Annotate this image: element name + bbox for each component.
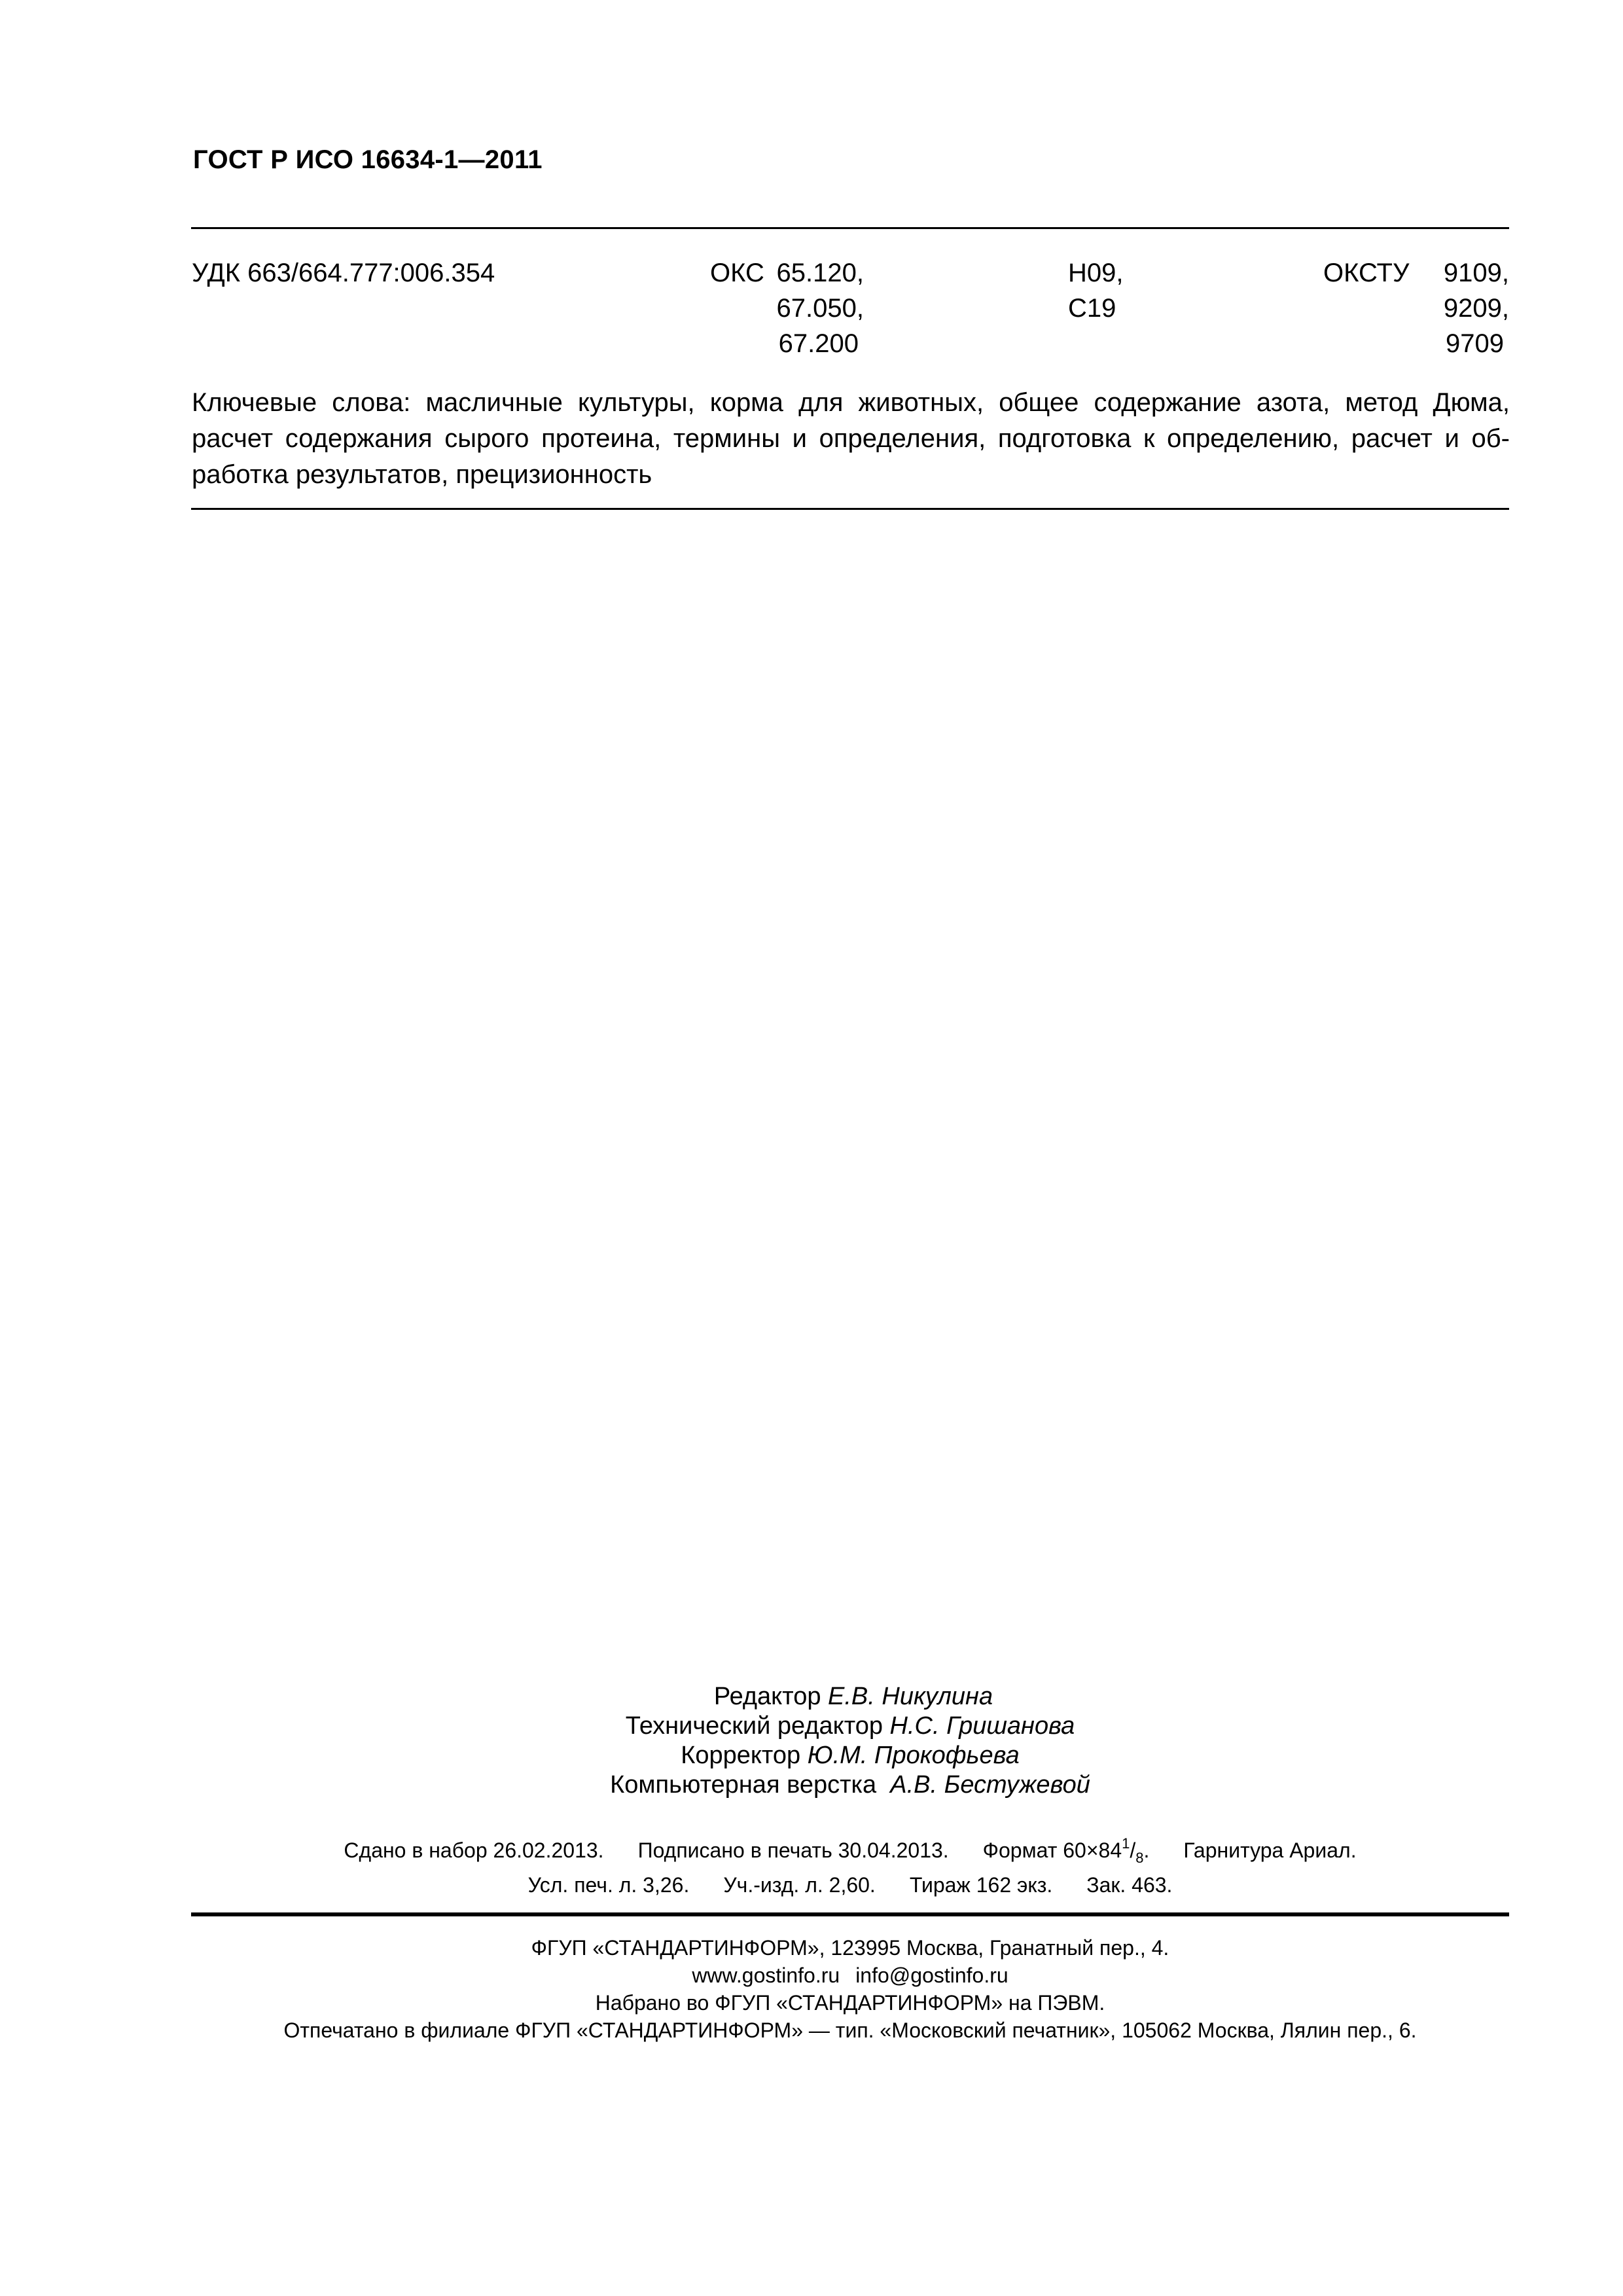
keywords-line: Ключевые слова: масличные культуры, корма для животных, общее содержание азота, метод Дюма, bbox=[192, 388, 1510, 417]
footer-block bbox=[191, 1934, 1509, 2044]
corrector-name: Ю.М. Прокофьева bbox=[807, 1742, 1020, 1769]
printed-info: Отпечатано в филиале ФГУП «СТАНДАРТИНФОРМ» — тип. «Московский печатник», 105062 Москва, Лялин пер., 6. bbox=[283, 2018, 1417, 2042]
submitted-date: Сдано в набор 26.02.2013. bbox=[344, 1839, 604, 1862]
okstu-label: ОКСТУ bbox=[1323, 259, 1410, 287]
corrector-label: Корректор bbox=[681, 1742, 801, 1769]
order-number: Зак. 463. bbox=[1086, 1873, 1173, 1897]
okstu-code: 9109, bbox=[1443, 259, 1509, 287]
keywords-line: расчет содержания сырого протеина, термины и определения, подготовка к определению, расчет и об- bbox=[192, 424, 1510, 453]
format-slash: / bbox=[1130, 1839, 1136, 1862]
editor-line bbox=[198, 1682, 1509, 1712]
typeset-info: Набрано во ФГУП «СТАНДАРТИНФОРМ» на ПЭВМ. bbox=[595, 1991, 1105, 2015]
publisher-sheets: Уч.-изд. л. 2,60. bbox=[723, 1873, 876, 1897]
classification-code: Н09, bbox=[1068, 259, 1124, 287]
classification-code: С19 bbox=[1068, 294, 1116, 323]
layout-name: А.В. Бестужевой bbox=[890, 1771, 1090, 1799]
publication-line bbox=[191, 1871, 1509, 1900]
tech-editor-name: Н.С. Гришанова bbox=[889, 1712, 1075, 1740]
tech-editor-label: Технический редактор bbox=[625, 1712, 883, 1740]
format-prefix: Формат 60×84 bbox=[982, 1839, 1122, 1862]
oks-code: 67.200 bbox=[778, 329, 859, 358]
publication-line bbox=[191, 1836, 1509, 1865]
email: info@gostinfo.ru bbox=[855, 1964, 1008, 1987]
okstu-code: 9209, bbox=[1443, 294, 1509, 323]
format-sup: 1 bbox=[1122, 1835, 1130, 1852]
corrector-line bbox=[191, 1741, 1509, 1770]
udk-code: УДК 663/664.777:006.354 bbox=[192, 259, 495, 287]
keywords-divider bbox=[191, 508, 1509, 510]
format-sub: 8 bbox=[1135, 1850, 1144, 1866]
signed-date: Подписано в печать 30.04.2013. bbox=[637, 1839, 949, 1862]
keywords-paragraph bbox=[192, 385, 1510, 493]
publisher-address: ФГУП «СТАНДАРТИНФОРМ», 123995 Москва, Гранатный пер., 4. bbox=[531, 1936, 1169, 1960]
contact-line bbox=[191, 1962, 1509, 1989]
editor-label: Редактор bbox=[713, 1683, 821, 1710]
oks-label: ОКС bbox=[710, 259, 764, 287]
footer-divider bbox=[191, 1912, 1509, 1916]
layout-label: Компьютерная верстка bbox=[610, 1771, 877, 1799]
layout-line bbox=[191, 1770, 1509, 1800]
editor-name: Е.В. Никулина bbox=[828, 1683, 993, 1710]
okstu-code: 9709 bbox=[1446, 329, 1504, 358]
print-sheets: Усл. печ. л. 3,26. bbox=[527, 1873, 690, 1897]
circulation: Тираж 162 экз. bbox=[909, 1873, 1053, 1897]
format-info bbox=[982, 1835, 1150, 1866]
website: www.gostinfo.ru bbox=[692, 1964, 840, 1987]
keywords-line: работка результатов, прецизионность bbox=[192, 460, 652, 489]
credits-block bbox=[191, 1682, 1509, 1800]
oks-code: 65.120, bbox=[776, 259, 864, 287]
document-title: ГОСТ Р ИСО 16634-1—2011 bbox=[193, 145, 543, 174]
format-suffix: . bbox=[1143, 1839, 1150, 1862]
top-divider bbox=[191, 227, 1509, 229]
tech-editor-line bbox=[191, 1712, 1509, 1741]
oks-code: 67.050, bbox=[776, 294, 864, 323]
typeface-info: Гарнитура Ариал. bbox=[1183, 1839, 1357, 1862]
